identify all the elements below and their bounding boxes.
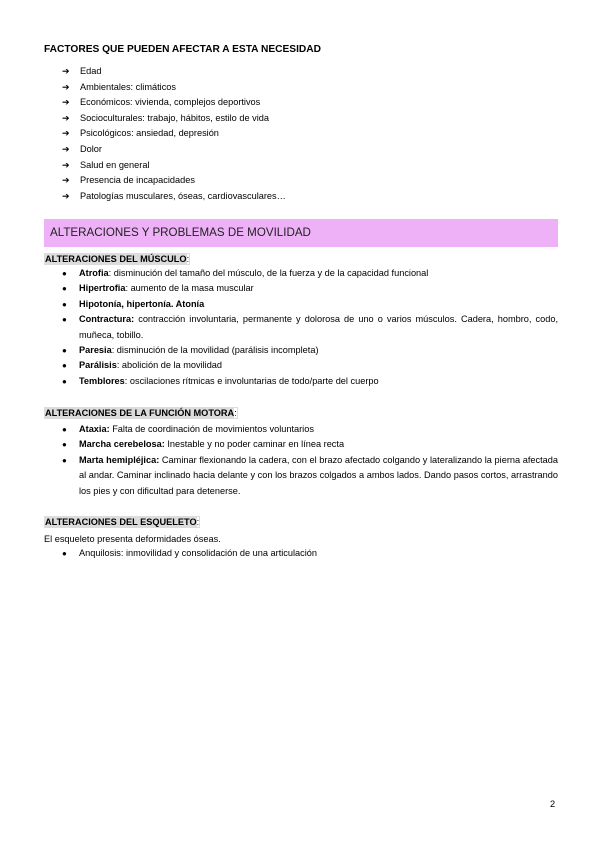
factor-text: Ambientales: climáticos	[80, 81, 176, 92]
arrow-icon: ➔	[62, 190, 70, 201]
arrow-icon: ➔	[62, 112, 70, 123]
list-item	[62, 437, 558, 452]
heading-colon: :	[234, 408, 237, 418]
list-item	[62, 312, 558, 343]
heading-colon: :	[186, 254, 190, 264]
factor-text: Dolor	[80, 143, 102, 154]
arrow-icon: ➔	[62, 159, 70, 170]
list-item	[62, 95, 286, 111]
list-item	[62, 374, 558, 389]
list-item	[62, 546, 558, 561]
skeleton-list	[62, 546, 558, 561]
motor-list	[62, 422, 558, 499]
term: Marta hemipléjica:	[79, 454, 160, 465]
term: Paresia	[79, 345, 112, 356]
description: Anquilosis: inmovilidad y consolidación de una articulación	[79, 548, 317, 558]
list-item	[62, 173, 286, 189]
bullet-icon: ●	[62, 315, 67, 325]
skeleton-intro: El esqueleto presenta deformidades óseas.	[44, 534, 221, 544]
factor-text: Socioculturales: trabajo, hábitos, estilo de vida	[80, 112, 269, 123]
bullet-icon: ●	[62, 425, 67, 434]
description: contracción involuntaria, permanente y dolorosa de uno o varios músculos. Cadera, hombro, codo, muñeca, tobillo.	[79, 314, 558, 340]
list-item	[62, 189, 286, 205]
factor-text: Psicológicos: ansiedad, depresión	[80, 128, 219, 139]
list-item	[62, 281, 558, 296]
bullet-icon: ●	[62, 440, 67, 450]
bullet-icon: ●	[62, 361, 67, 371]
description: : abolición de la movilidad	[116, 360, 223, 371]
bullet-icon: ●	[62, 549, 67, 558]
description: : aumento de la masa muscular	[125, 283, 254, 294]
bullet-icon: ●	[62, 346, 67, 356]
list-item	[62, 297, 558, 312]
page-number: 2	[550, 799, 556, 809]
arrow-icon: ➔	[62, 128, 70, 139]
muscle-heading-text: ALTERACIONES DEL MÚSCULO	[45, 254, 187, 264]
factor-text: Presencia de incapacidades	[80, 175, 195, 186]
skeleton-heading	[44, 516, 200, 528]
muscle-list	[62, 266, 558, 389]
heading-colon: :	[196, 517, 200, 527]
motor-heading	[44, 407, 238, 419]
description: : oscilaciones rítmicas e involuntarias de todo/parte del cuerpo	[124, 375, 379, 386]
description: : disminución de la movilidad (parálisis incompleta)	[111, 345, 319, 356]
factors-list	[62, 64, 286, 204]
arrow-icon: ➔	[62, 143, 70, 154]
bullet-icon: ●	[62, 284, 67, 294]
list-item	[62, 266, 558, 281]
arrow-icon: ➔	[62, 66, 70, 76]
list-item	[62, 64, 286, 80]
muscle-heading	[44, 253, 190, 265]
arrow-icon: ➔	[62, 97, 70, 108]
skeleton-heading-text: ALTERACIONES DEL ESQUELETO	[45, 517, 197, 527]
list-item	[62, 422, 558, 437]
term: Temblores	[79, 375, 125, 386]
list-item	[62, 343, 558, 358]
bullet-icon: ●	[62, 299, 67, 309]
list-item	[62, 142, 286, 158]
factor-text: Económicos: vivienda, complejos deportivos	[80, 97, 261, 108]
description: : disminución del tamaño del músculo, de la fuerza y de la capacidad funcional	[108, 268, 429, 278]
bullet-icon: ●	[62, 376, 67, 386]
factor-text: Salud en general	[80, 159, 150, 170]
factors-heading: FACTORES QUE PUEDEN AFECTAR A ESTA NECESIDAD	[44, 44, 321, 55]
section-banner: ALTERACIONES Y PROBLEMAS DE MOVILIDAD	[44, 219, 558, 247]
arrow-icon: ➔	[62, 81, 70, 92]
arrow-icon: ➔	[62, 175, 70, 186]
term: Hipotonía, hipertonía. Atonía	[79, 298, 205, 309]
list-item	[62, 126, 286, 142]
list-item	[62, 111, 286, 127]
description: Inestable y no poder caminar en línea recta	[164, 439, 345, 450]
term: Parálisis	[79, 360, 117, 371]
bullet-icon: ●	[62, 455, 67, 465]
factor-text: Patologías musculares, óseas, cardiovasculares…	[80, 190, 286, 201]
list-item	[62, 80, 286, 96]
description: Caminar flexionando la cadera, con el brazo afectado colgando y lateralizando la pierna afectada al andar. Caminar inclinado hacia delante y con los brazos colgados a ambos lados. Dando pasos cortos, arrastrando los pies y con dificultad para detenerse.	[79, 454, 558, 496]
motor-heading-text: ALTERACIONES DE LA FUNCIÓN MOTORA	[45, 408, 235, 418]
list-item	[62, 453, 558, 499]
bullet-icon: ●	[62, 269, 67, 278]
description: Falta de coordinación de movimientos voluntarios	[109, 424, 314, 434]
term: Marcha cerebelosa:	[79, 439, 165, 450]
list-item	[62, 158, 286, 174]
factor-text: Edad	[80, 66, 102, 76]
term: Atrofia	[79, 268, 109, 278]
term: Ataxia:	[79, 424, 110, 434]
term: Contractura:	[79, 314, 135, 325]
term: Hipertrofia	[79, 283, 126, 294]
list-item	[62, 358, 558, 373]
